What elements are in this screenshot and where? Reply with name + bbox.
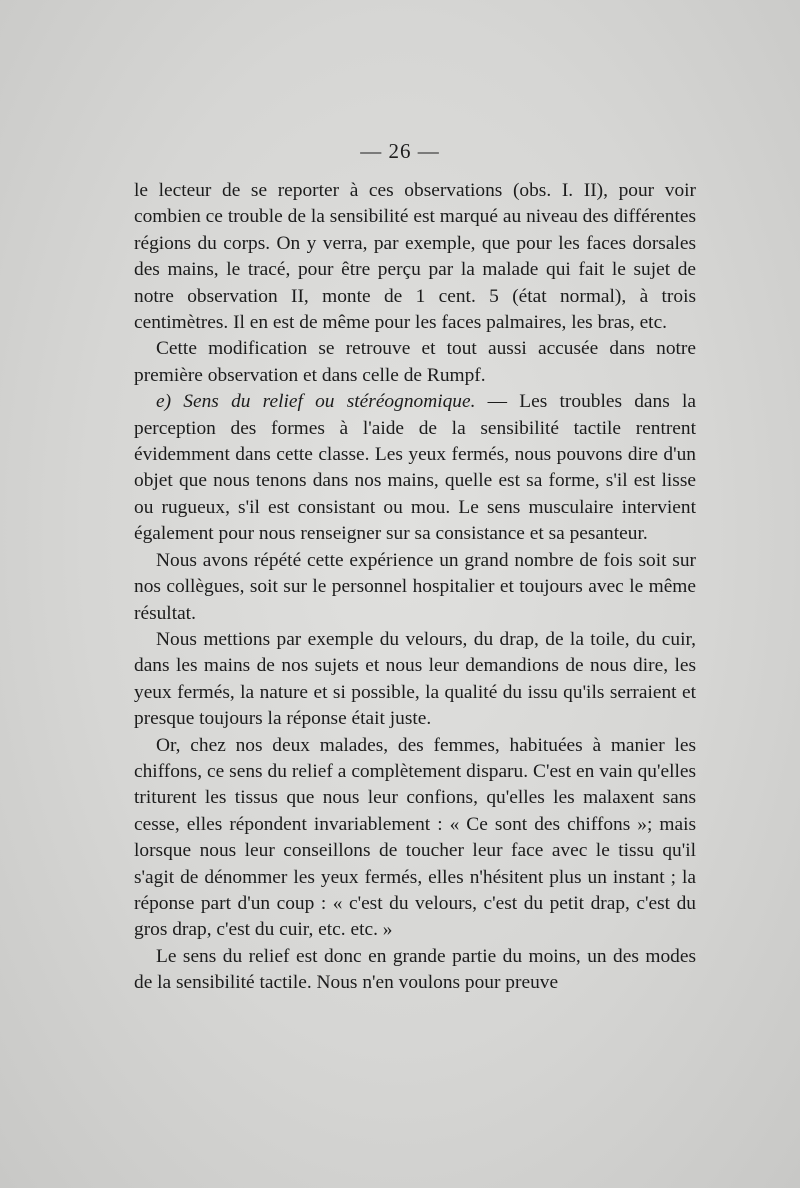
- paragraph: Nous avons répété cette expérience un grand nombre de fois soit sur nos collègues, soit sur le personnel hospitalier et toujours avec le même résultat.: [134, 549, 696, 624]
- paragraph-text: — Les troubles dans la perception des formes à l'aide de la sensibilité tactile rentrent évidemment dans cette classe. Les yeux fermés, nous pouvons dire d'un objet que nous tenons dans nos mains, quelle est sa forme, s'il est lisse ou rugueux, s'il est consistant ou mou. Le sens musculaire intervient également pour nous renseigner sur sa consistance et sa pesanteur.: [134, 391, 696, 545]
- paragraph: [134, 389, 696, 547]
- section-heading: e) Sens du relief ou stéréognomique.: [156, 391, 476, 413]
- paragraph: Le sens du relief est donc en grande partie du moins, un des modes de la sensibilité tactile. Nous n'en voulons pour preuve: [134, 945, 696, 994]
- page-number: — 26 —: [360, 139, 440, 163]
- paragraph: Nous mettions par exemple du velours, du drap, de la toile, du cuir, dans les mains de nos sujets et nous leur demandions de nous dire, les yeux fermés, la nature et si possible, la qualité du issu qu'ils serraient et presque toujours la réponse était juste.: [134, 628, 696, 730]
- paragraph: le lecteur de se reporter à ces observations (obs. I. II), pour voir combien ce trouble de la sensibilité est marqué au niveau des différentes régions du corps. On y verra, par exemple, que pour les faces dorsales des mains, le tracé, pour être perçu par la malade qui fait le sujet de notre observation II, monte de 1 cent. 5 (état normal), à trois centimètres. Il en est de même pour les faces palmaires, les bras, etc.: [134, 180, 696, 334]
- paragraph: Or, chez nos deux malades, des femmes, habituées à manier les chiffons, ce sens du relief a complètement disparu. C'est en vain qu'elles triturent les tissus que nous leur confions, qu'elles les malaxent sans cesse, elles répondent invariablement : « Ce sont des chiffons »; mais lorsque nous leur conseillons de toucher leur face avec le tissu qu'il s'agit de dénommer les yeux fermés, elles n'hésitent plus un instant ; la réponse part d'un coup : « c'est du velours, c'est du petit drap, c'est du gros drap, c'est du cuir, etc. etc. »: [134, 734, 696, 941]
- body-text: [134, 178, 696, 997]
- paragraph: Cette modification se retrouve et tout aussi accusée dans notre première observation et dans celle de Rumpf.: [134, 338, 696, 386]
